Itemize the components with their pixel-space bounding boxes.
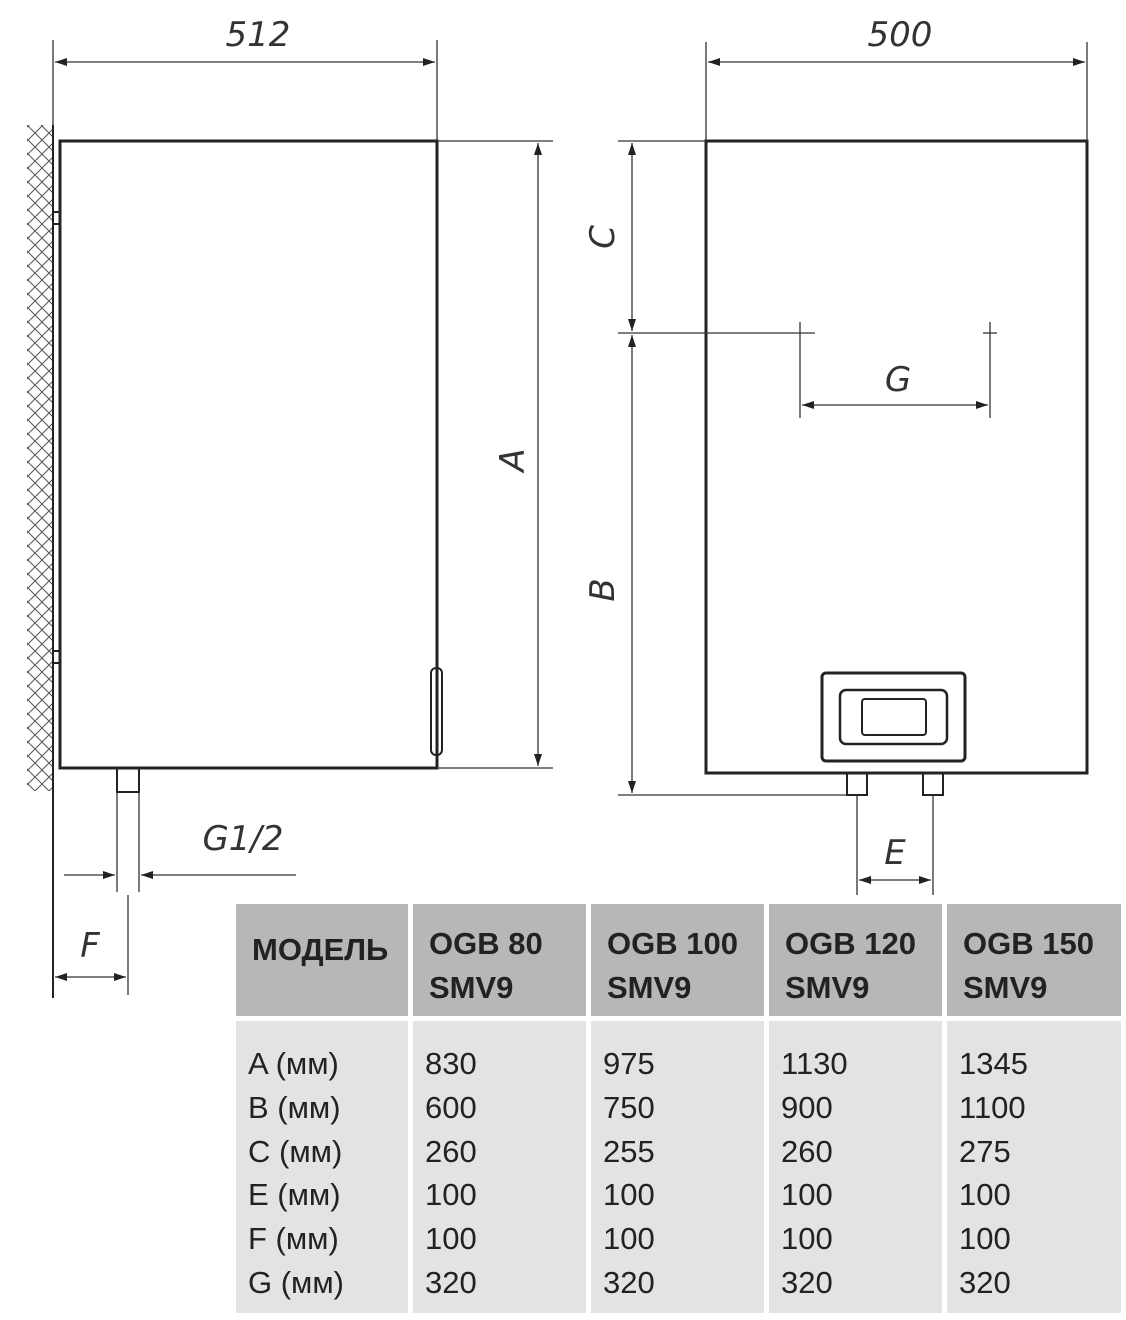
row-label: C (мм)	[248, 1133, 343, 1169]
g12-label: G1/2	[202, 819, 284, 859]
header-model	[769, 904, 942, 1016]
side-view	[27, 15, 553, 998]
spec-table	[236, 904, 1121, 1313]
front-view	[583, 15, 1087, 895]
dim-g-label: G	[884, 360, 912, 400]
column-values	[413, 1021, 586, 1313]
side-pipe	[117, 768, 139, 792]
column-ogb80	[413, 904, 586, 1313]
model-variant: SMV9	[429, 970, 514, 1005]
row-labels	[236, 1021, 408, 1313]
cell-value: 1130	[781, 1046, 848, 1081]
front-pipe-right	[923, 773, 943, 795]
header-model	[947, 904, 1121, 1016]
cell-value: 100	[603, 1177, 655, 1213]
dim-512-label: 512	[225, 15, 291, 55]
model-variant: SMV9	[607, 970, 692, 1005]
row-label: G (мм)	[248, 1264, 344, 1300]
cell-value: 260	[425, 1133, 477, 1169]
cell-value: 750	[603, 1089, 655, 1125]
column-values	[769, 1021, 942, 1313]
cell-value: 900	[781, 1089, 833, 1125]
dim-c-label: C	[583, 225, 623, 249]
dim-f-label: F	[80, 926, 100, 966]
cell-value: 100	[959, 1221, 1011, 1257]
cell-value: 320	[425, 1264, 477, 1300]
row-label: E (мм)	[248, 1177, 341, 1213]
cell-value: 260	[781, 1133, 833, 1169]
header-text: МОДЕЛЬ	[252, 932, 389, 967]
cell-value: 975	[603, 1046, 655, 1081]
column-values	[947, 1021, 1121, 1313]
column-ogb150	[947, 904, 1121, 1313]
cell-value: 100	[959, 1177, 1011, 1213]
cell-value: 830	[425, 1046, 477, 1081]
control-panel-display	[862, 699, 926, 735]
cell-value: 100	[425, 1221, 477, 1257]
cell-value: 320	[603, 1264, 655, 1300]
header-model	[591, 904, 764, 1016]
side-tank-body	[60, 141, 437, 768]
model-name: OGB 120	[785, 926, 916, 961]
front-pipe-left	[847, 773, 867, 795]
column-ogb120	[769, 904, 942, 1313]
cell-value: 1100	[959, 1089, 1026, 1125]
model-name: OGB 150	[963, 926, 1094, 961]
cell-value: 100	[425, 1177, 477, 1213]
model-variant: SMV9	[785, 970, 870, 1005]
front-tank-body	[706, 141, 1087, 773]
cell-value: 320	[959, 1264, 1011, 1300]
column-labels	[236, 904, 408, 1313]
model-name: OGB 80	[429, 926, 543, 961]
header-model	[413, 904, 586, 1016]
cell-value: 275	[959, 1133, 1011, 1169]
cell-value: 600	[425, 1089, 477, 1125]
cell-value: 255	[603, 1133, 655, 1169]
cell-value: 100	[781, 1221, 833, 1257]
dim-500-label: 500	[867, 15, 933, 55]
dim-a-label: A	[493, 448, 533, 472]
column-ogb100	[591, 904, 764, 1313]
model-variant: SMV9	[963, 970, 1048, 1005]
header-model-label	[236, 904, 408, 1016]
dim-e-label: E	[884, 833, 906, 873]
column-values	[591, 1021, 764, 1313]
row-label: A (мм)	[248, 1046, 339, 1081]
control-panel-outer	[822, 673, 965, 761]
row-label: F (мм)	[248, 1221, 339, 1257]
cell-value: 1345	[959, 1046, 1028, 1081]
wall-hatch	[27, 125, 53, 791]
cell-value: 100	[603, 1221, 655, 1257]
model-name: OGB 100	[607, 926, 738, 961]
cell-value: 320	[781, 1264, 833, 1300]
row-label: B (мм)	[248, 1089, 341, 1125]
cell-value: 100	[781, 1177, 833, 1213]
dim-b-label: B	[583, 578, 623, 602]
